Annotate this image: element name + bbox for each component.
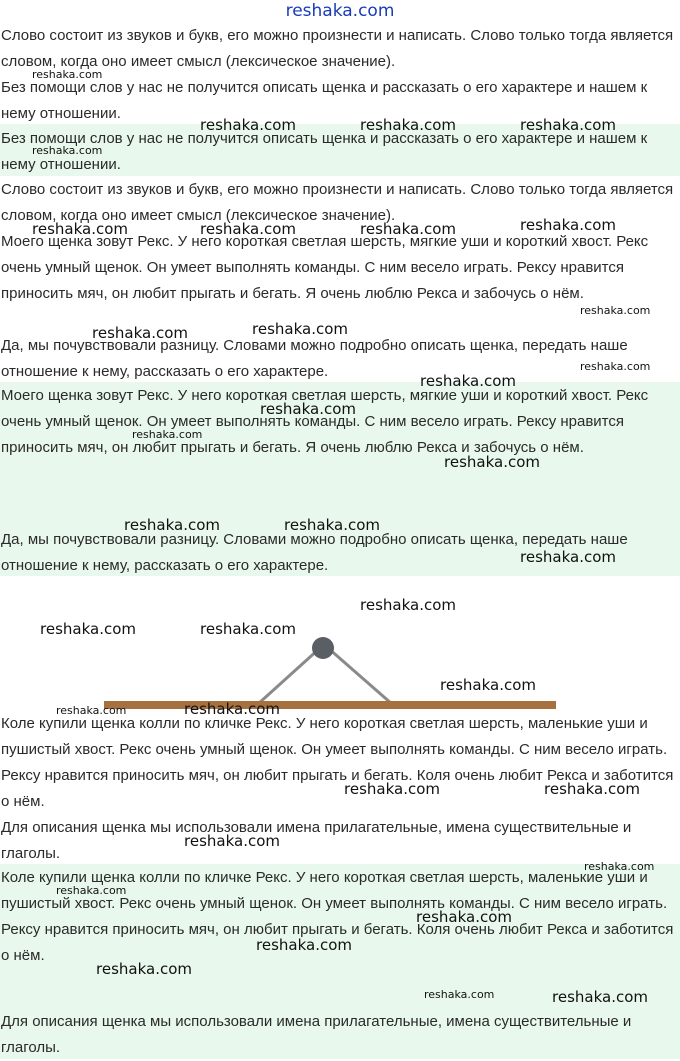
watermark: reshaka.com — [580, 360, 651, 373]
watermark: reshaka.com — [200, 620, 296, 638]
watermark: reshaka.com — [200, 116, 296, 134]
watermark: reshaka.com — [32, 144, 103, 157]
watermark: reshaka.com — [132, 428, 203, 441]
watermark: reshaka.com — [252, 320, 348, 338]
watermark: reshaka.com — [96, 960, 192, 978]
watermark: reshaka.com — [260, 400, 356, 418]
paragraph-rex-story: Моего щенка зовут Рекс. У него короткая светлая шерсть, мягкие уши и короткий хвост. Рекс очень умный щенок. Он умеет выполнять команды. С ним весело играть. Рексу нравится приносить мяч, он любит прыгать и бегать. Я очень люблю Рекса и забочусь о нём. — [1, 233, 649, 302]
paragraph-collie-story: Коле купили щенка колли по кличке Рекс. У него короткая светлая шерсть, маленькие уши и пушистый хвост. Рекс очень умный щенок. Он умеет выполнять команды. С ним весело играть. Рексу нравится приносить мяч, он любит прыгать и бегать. Коля очень любит Рекса и заботится о нём. — [1, 715, 674, 810]
paragraph-difference: Да, мы почувствовали разницу. Словами можно подробно описать щенка, передать наше отношение к нему, рассказать о его характере. — [1, 337, 628, 380]
watermark: reshaka.com — [344, 780, 440, 798]
watermark: reshaka.com — [520, 216, 616, 234]
watermark: reshaka.com — [40, 620, 136, 638]
watermark: reshaka.com — [580, 304, 651, 317]
watermark: reshaka.com — [444, 453, 540, 471]
watermark: reshaka.com — [184, 700, 280, 718]
paragraph-parts-of-speech-answer: Для описания щенка мы использовали имена прилагательные, имена существительные и глаголы. — [1, 1013, 632, 1056]
site-title[interactable]: reshaka.com — [285, 1, 395, 21]
watermark: reshaka.com — [56, 884, 127, 897]
paragraph-difference-answer: Да, мы почувствовали разницу. Словами можно подробно описать щенка, передать наше отношение к нему, рассказать о его характере. — [1, 531, 628, 574]
watermark: reshaka.com — [416, 908, 512, 926]
paragraph-word-definition: Слово состоит из звуков и букв, его можно произнести и написать. Слово только тогда является словом, когда оно имеет смысл (лексическое значение). — [1, 27, 674, 70]
watermark: reshaka.com — [124, 516, 220, 534]
paragraph-without-words-answer: Без помощи слов у нас не получится описать щенка и рассказать о его характере и нашем к нему отношении. — [1, 130, 648, 173]
watermark: reshaka.com — [32, 220, 128, 238]
watermark: reshaka.com — [520, 116, 616, 134]
watermark: reshaka.com — [56, 704, 127, 717]
watermark: reshaka.com — [420, 372, 516, 390]
watermark: reshaka.com — [200, 220, 296, 238]
watermark: reshaka.com — [520, 548, 616, 566]
watermark: reshaka.com — [424, 988, 495, 1001]
watermark: reshaka.com — [584, 860, 655, 873]
watermark: reshaka.com — [32, 68, 103, 81]
watermark: reshaka.com — [184, 832, 280, 850]
watermark: reshaka.com — [360, 596, 456, 614]
paragraph-word-definition-repeat: Слово состоит из звуков и букв, его можно произнести и написать. Слово только тогда является словом, когда оно имеет смысл (лексическое значение). — [1, 181, 674, 224]
watermark: reshaka.com — [256, 936, 352, 954]
watermark: reshaka.com — [360, 116, 456, 134]
watermark: reshaka.com — [360, 220, 456, 238]
paragraph-rex-story-answer: Моего щенка зовут Рекс. У него короткая светлая шерсть, мягкие уши и короткий хвост. Рекс очень умный щенок. Он умеет выполнять команды. С ним весело играть. Рексу нравится приносить мяч, он любит прыгать и бегать. Я очень люблю Рекса и забочусь о нём. — [1, 387, 649, 456]
pendulum-on-shelf-icon — [0, 580, 680, 710]
watermark: reshaka.com — [544, 780, 640, 798]
paragraph-collie-story-answer: Коле купили щенка колли по кличке Рекс. У него короткая светлая шерсть, маленькие уши и пушистый хвост. Рекс очень умный щенок. Он умеет выполнять команды. С ним весело играть. Рексу нравится приносить мяч, он любит прыгать и бегать. Коля очень любит Рекса и заботится о нём. — [1, 869, 674, 964]
watermark: reshaka.com — [440, 676, 536, 694]
watermark: reshaka.com — [284, 516, 380, 534]
watermark: reshaka.com — [552, 988, 648, 1006]
paragraph-parts-of-speech: Для описания щенка мы использовали имена прилагательные, имена существительные и глаголы. — [1, 819, 632, 862]
watermark: reshaka.com — [92, 324, 188, 342]
paragraph-without-words: Без помощи слов у нас не получится описать щенка и рассказать о его характере и нашем к нему отношении. — [1, 79, 648, 122]
